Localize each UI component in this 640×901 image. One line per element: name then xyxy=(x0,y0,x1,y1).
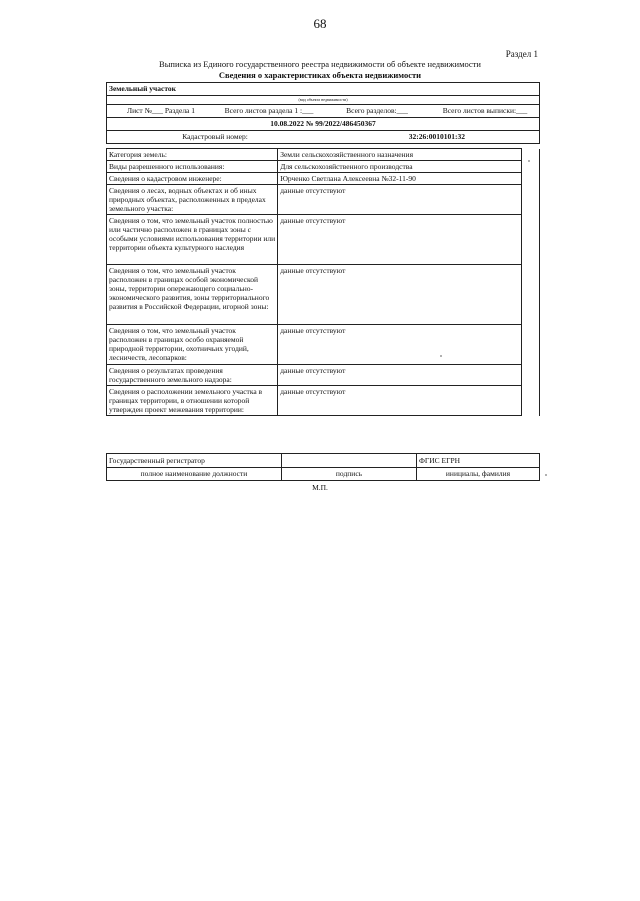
extract-header xyxy=(106,82,540,144)
table-row xyxy=(107,149,540,161)
row-key: Сведения о том, что земельный участок полностью или частично расположен в границах зоны с особыми условиями использования территории или территории объекта культурного наследия xyxy=(107,215,278,265)
caption-name: инициалы, фамилия xyxy=(417,468,540,481)
table-row xyxy=(107,215,540,265)
row-key: Сведения о том, что земельный участок расположен в границах особой экономической зоны, территории опережающего социально-экономического развития, зоны территориального развития в Российской Федерации, игорной зоны: xyxy=(107,265,278,325)
document-title: Выписка из Единого государственного реестра недвижимости об объекте недвижимости xyxy=(159,59,481,69)
row-value: данные отсутствуют xyxy=(278,265,522,325)
signature-captions xyxy=(107,468,540,481)
section-label: Раздел 1 xyxy=(505,49,538,59)
table-row xyxy=(107,325,540,365)
caption-signature: подпись xyxy=(282,468,417,481)
cadastral-value: 32:26:0010101:32 xyxy=(408,132,465,141)
table-row xyxy=(107,386,540,416)
table-row xyxy=(107,265,540,325)
row-value: данные отсутствуют xyxy=(278,386,522,416)
sheet-info-row xyxy=(107,104,539,118)
row-value: данные отсутствуют xyxy=(278,185,522,215)
seal-mark: М.П. xyxy=(312,483,328,492)
total-sheets-section: Всего листов раздела 1 :___ xyxy=(224,106,314,115)
total-sheets-extract: Всего листов выписки:___ xyxy=(442,106,528,115)
row-value: Земли сельскохозяйственного назначения xyxy=(278,149,522,161)
signature-table xyxy=(106,453,540,481)
row-key: Виды разрешенного использования: xyxy=(107,161,278,173)
caption-position: полное наименование должности xyxy=(107,468,282,481)
row-key: Сведения о кадастровом инженере: xyxy=(107,173,278,185)
table-row xyxy=(107,161,540,173)
cadastral-row xyxy=(107,131,539,143)
signature-row xyxy=(107,454,540,468)
sheet-number: Лист №___ Раздела 1 xyxy=(126,106,196,115)
characteristics-table xyxy=(106,148,540,416)
row-key: Сведения о результатах проведения государственного земельного надзора: xyxy=(107,365,278,386)
row-value: данные отсутствуют xyxy=(278,215,522,265)
cadastral-label: Кадастровый номер: xyxy=(182,132,248,141)
row-key: Сведения о лесах, водных объектах и об иных природных объектах, расположенных в пределах земельного участка: xyxy=(107,185,278,215)
object-type: Земельный участок xyxy=(107,83,539,96)
signature-field xyxy=(282,454,417,468)
registrar-organization: ФГИС ЕГРН xyxy=(417,454,540,468)
row-key: Категория земель: xyxy=(107,149,278,161)
row-value: данные отсутствуют xyxy=(278,365,522,386)
registrar-position: Государственный регистратор xyxy=(107,454,282,468)
row-value: Юрченко Светлана Алексеевна №32-11-90 xyxy=(278,173,522,185)
object-type-note: (вид объекта недвижимости) xyxy=(298,97,348,102)
page-number: 68 xyxy=(313,16,327,31)
scan-dot xyxy=(528,160,530,162)
total-sections: Всего разделов:___ xyxy=(346,106,408,115)
table-row xyxy=(107,173,540,185)
scan-dot xyxy=(440,355,442,357)
date-number: 10.08.2022 № 99/2022/486450367 xyxy=(107,118,539,131)
document-subtitle: Сведения о характеристиках объекта недвижимости xyxy=(218,70,422,80)
scan-dot xyxy=(545,474,547,476)
table-row xyxy=(107,365,540,386)
row-value: Для сельскохозяйственного производства xyxy=(278,161,522,173)
table-row xyxy=(107,185,540,215)
row-value: данные отсутствуют xyxy=(278,325,522,365)
row-key: Сведения о расположении земельного участка в границах территории, в отношении которой утвержден проект межевания территории: xyxy=(107,386,278,416)
row-key: Сведения о том, что земельный участок расположен в границах особо охраняемой природной территории, охотничьих угодий, лесничеств, лесопарков: xyxy=(107,325,278,365)
